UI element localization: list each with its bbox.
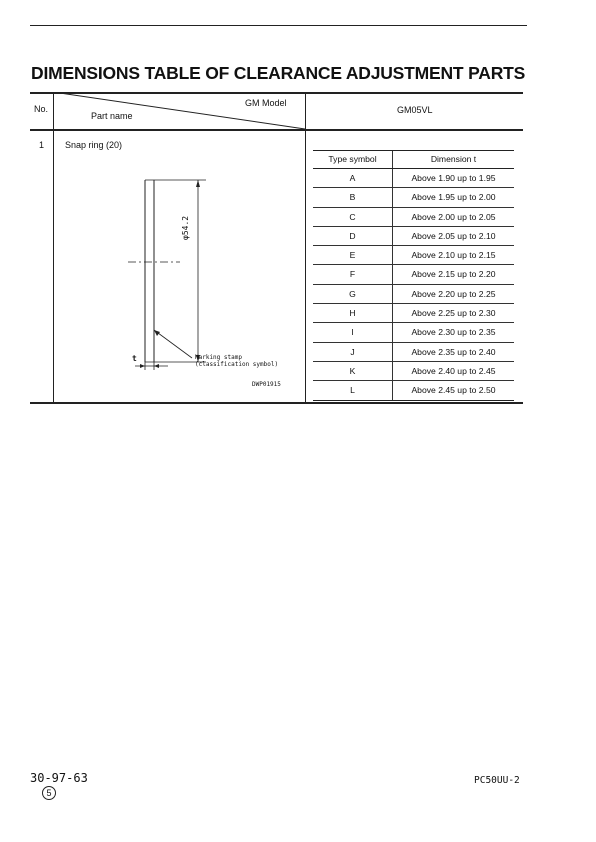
table-row <box>313 362 514 381</box>
dimension-value: Above 2.25 up to 2.30 <box>411 308 496 319</box>
type-symbol: G <box>313 285 393 303</box>
dimension-table-header <box>313 150 514 169</box>
type-symbol: J <box>313 343 393 361</box>
dimension-value: Above 2.35 up to 2.40 <box>411 346 496 357</box>
table-row <box>313 208 514 227</box>
type-symbol: H <box>313 304 393 322</box>
thickness-label: t <box>132 354 137 363</box>
revision-badge: 5 <box>42 786 56 800</box>
top-rule <box>30 25 527 26</box>
dimension-value: Above 2.05 up to 2.10 <box>411 230 496 241</box>
page-title: DIMENSIONS TABLE OF CLEARANCE ADJUSTMENT PARTS <box>31 63 526 83</box>
snap-ring-drawing <box>110 170 300 405</box>
table-row <box>313 285 514 304</box>
type-symbol: I <box>313 323 393 341</box>
type-symbol: E <box>313 246 393 264</box>
marking-stamp-label: Marking stamp <box>195 354 242 361</box>
table-row <box>313 323 514 342</box>
dimension-value: Above 2.20 up to 2.25 <box>411 288 496 299</box>
type-symbol: C <box>313 208 393 226</box>
col-header-no: No. <box>34 104 49 114</box>
table-row <box>313 188 514 207</box>
dimension-value: Above 2.45 up to 2.50 <box>411 385 496 396</box>
type-symbol: B <box>313 188 393 206</box>
figure-code: DWP01915 <box>252 381 281 388</box>
col-header-part-name: Part name <box>91 111 133 121</box>
diameter-label: φ54.2 <box>181 215 190 240</box>
table-row <box>313 169 514 188</box>
dimension-value: Above 2.00 up to 2.05 <box>411 211 496 222</box>
model-code: PC50UU-2 <box>474 775 520 786</box>
dimension-value: Above 2.10 up to 2.15 <box>411 250 496 261</box>
type-symbol: K <box>313 362 393 380</box>
col-divider-model <box>305 92 306 403</box>
header-type-symbol: Type symbol <box>313 151 393 168</box>
part-name: Snap ring (20) <box>65 140 123 150</box>
model-name: GM05VL <box>397 105 433 115</box>
type-symbol: A <box>313 169 393 187</box>
table-row <box>313 246 514 265</box>
table-row <box>313 265 514 284</box>
type-symbol: L <box>313 381 393 399</box>
header-dimension-t: Dimension t <box>430 154 477 164</box>
page-number: 30-97-63 <box>30 771 88 785</box>
dimension-value: Above 1.95 up to 2.00 <box>411 192 496 203</box>
classification-symbol-label: (classification symbol) <box>195 361 279 368</box>
type-symbol: D <box>313 227 393 245</box>
table-row <box>313 227 514 246</box>
dimension-value: Above 2.30 up to 2.35 <box>411 327 496 338</box>
dimension-table <box>313 150 514 401</box>
dimension-value: Above 2.15 up to 2.20 <box>411 269 496 280</box>
table-row <box>313 304 514 323</box>
col-divider-no <box>53 92 54 403</box>
dimension-value: Above 1.90 up to 1.95 <box>411 173 496 183</box>
table-row <box>313 381 514 400</box>
table-row <box>313 343 514 362</box>
type-symbol: F <box>313 265 393 283</box>
row-number: 1 <box>39 140 45 150</box>
col-header-gm-model: GM Model <box>245 98 287 108</box>
dimension-value: Above 2.40 up to 2.45 <box>411 365 496 376</box>
